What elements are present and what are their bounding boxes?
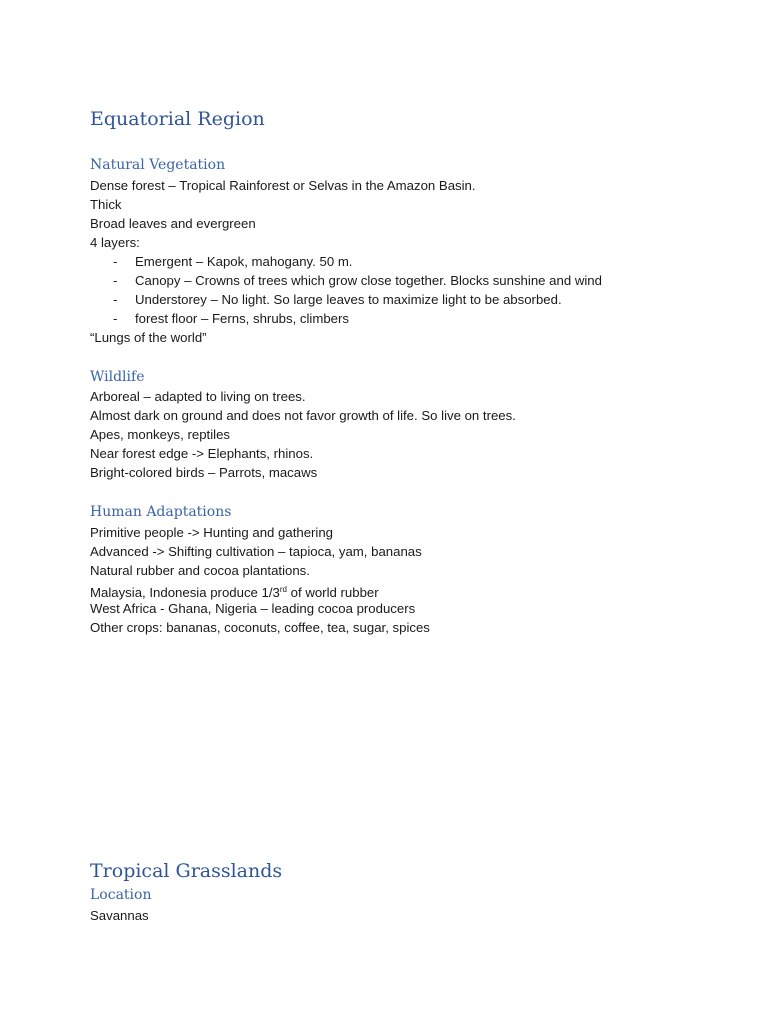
list-item-text: Emergent – Kapok, mahogany. 50 m.	[135, 254, 353, 269]
text-line: Dense forest – Tropical Rainforest or Selvas in the Amazon Basin.	[90, 178, 476, 193]
text-line: Arboreal – adapted to living on trees.	[90, 389, 306, 404]
text-line: 4 layers:	[90, 235, 140, 250]
heading-natural-vegetation: Natural Vegetation	[90, 157, 226, 173]
bullet-dash: -	[113, 273, 118, 288]
bullet-dash: -	[113, 292, 118, 307]
text-line: Bright-colored birds – Parrots, macaws	[90, 465, 318, 480]
text-line: Advanced -> Shifting cultivation – tapioca, yam, bananas	[90, 544, 422, 559]
heading-wildlife: Wildlife	[90, 369, 145, 385]
text-line: West Africa - Ghana, Nigeria – leading cocoa producers	[90, 601, 416, 616]
bullet-dash: -	[113, 311, 118, 326]
text-line: Other crops: bananas, coconuts, coffee, tea, sugar, spices	[90, 620, 430, 635]
section-title-grasslands: Tropical Grasslands	[90, 860, 283, 882]
text-line-savannas: Savannas	[90, 908, 149, 923]
text-line: Primitive people -> Hunting and gathering	[90, 525, 334, 540]
list-item-text: Understorey – No light. So large leaves to maximize light to be absorbed.	[135, 292, 562, 307]
text-line: Natural rubber and cocoa plantations.	[90, 563, 310, 578]
heading-human-adaptations: Human Adaptations	[90, 504, 232, 520]
text-line: Almost dark on ground and does not favor growth of life. So live on trees.	[90, 408, 516, 423]
rubber-prefix: Malaysia, Indonesia produce 1/3	[90, 585, 280, 600]
section-title-equatorial: Equatorial Region	[90, 108, 265, 130]
text-line-lungs: “Lungs of the world”	[90, 330, 207, 345]
bullet-dash: -	[113, 254, 118, 269]
text-line: Thick	[90, 197, 122, 212]
heading-location: Location	[90, 887, 152, 903]
text-line: Apes, monkeys, reptiles	[90, 427, 230, 442]
list-item-text: Canopy – Crowns of trees which grow close together. Blocks sunshine and wind	[135, 273, 602, 288]
ordinal-superscript: rd	[279, 585, 287, 594]
text-line: Broad leaves and evergreen	[90, 216, 256, 231]
text-line: Near forest edge -> Elephants, rhinos.	[90, 446, 314, 461]
rubber-suffix: of world rubber	[287, 585, 379, 600]
list-item-text: forest floor – Ferns, shrubs, climbers	[135, 311, 350, 326]
